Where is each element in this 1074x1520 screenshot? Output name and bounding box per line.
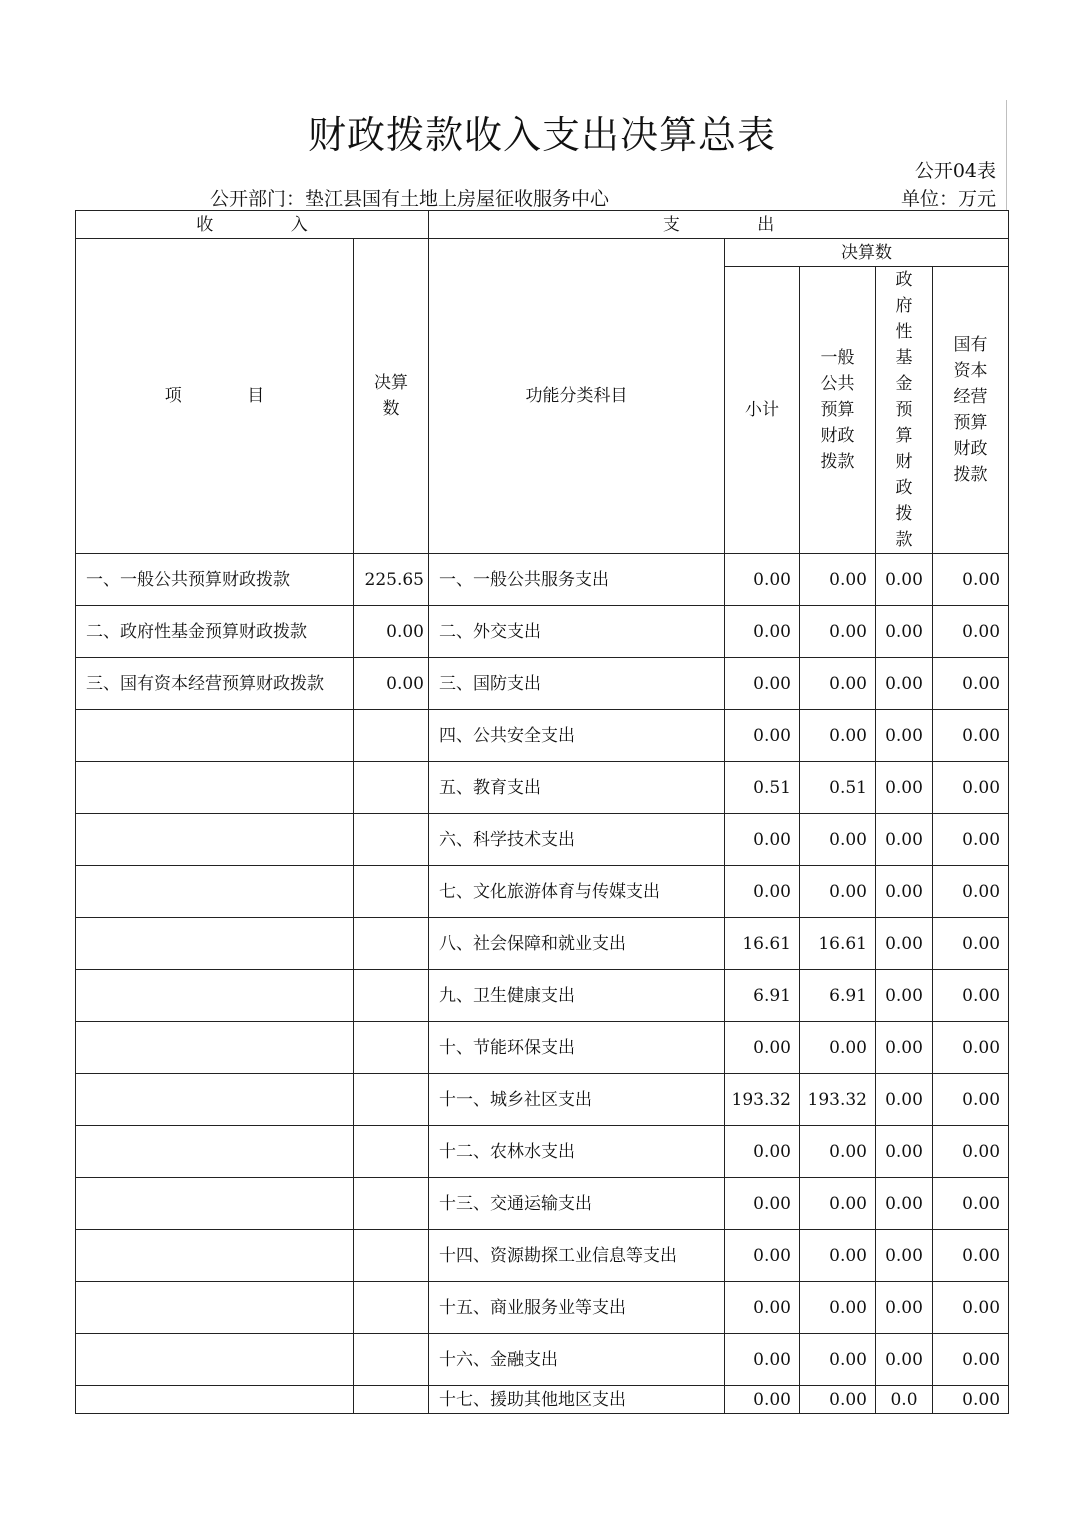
state-capital-cell: 0.00 [933, 814, 1009, 866]
general-budget-cell: 0.00 [800, 1178, 876, 1230]
subtotal-cell: 0.00 [725, 710, 800, 762]
function-class-header: 功能分类科目 [429, 239, 725, 554]
subtotal-cell: 0.00 [725, 1230, 800, 1282]
state-capital-cell: 0.00 [933, 1022, 1009, 1074]
table-row [76, 1386, 1009, 1414]
general-budget-cell: 0.00 [800, 658, 876, 710]
subtotal-cell: 16.61 [725, 918, 800, 970]
expense-item-cell: 十一、城乡社区支出 [429, 1074, 725, 1126]
table-row [76, 970, 1009, 1022]
subtotal-cell: 0.00 [725, 1126, 800, 1178]
income-item-cell [76, 814, 354, 866]
subtotal-cell: 0.00 [725, 1386, 800, 1414]
income-amount-cell [354, 1074, 429, 1126]
gov-fund-cell: 0.00 [876, 554, 933, 606]
general-budget-cell: 6.91 [800, 970, 876, 1022]
final-amount-header: 决算数 [725, 239, 1009, 267]
state-capital-cell: 0.00 [933, 1074, 1009, 1126]
expense-item-cell: 十三、交通运输支出 [429, 1178, 725, 1230]
table-row [76, 710, 1009, 762]
expense-item-cell: 九、卫生健康支出 [429, 970, 725, 1022]
subtotal-header: 小计 [725, 267, 800, 554]
state-capital-cell: 0.00 [933, 1386, 1009, 1414]
income-item-cell: 一、一般公共预算财政拨款 [76, 554, 354, 606]
state-capital-cell: 0.00 [933, 554, 1009, 606]
expense-item-cell: 五、教育支出 [429, 762, 725, 814]
expense-section-header: 支 出 [429, 211, 1009, 239]
income-item-cell [76, 1334, 354, 1386]
table-row [76, 866, 1009, 918]
general-budget-cell: 0.00 [800, 814, 876, 866]
income-item-cell [76, 1230, 354, 1282]
general-budget-cell: 0.00 [800, 866, 876, 918]
income-amount-cell: 0.00 [354, 606, 429, 658]
income-item-cell [76, 1282, 354, 1334]
state-capital-cell: 0.00 [933, 606, 1009, 658]
expense-item-cell: 三、国防支出 [429, 658, 725, 710]
table-row [76, 606, 1009, 658]
gov-fund-cell: 0.00 [876, 658, 933, 710]
subtotal-cell: 0.00 [725, 554, 800, 606]
expense-item-cell: 十四、资源勘探工业信息等支出 [429, 1230, 725, 1282]
state-capital-cell: 0.00 [933, 970, 1009, 1022]
gov-fund-cell: 0.00 [876, 1230, 933, 1282]
gov-fund-cell: 0.00 [876, 1178, 933, 1230]
state-capital-cell: 0.00 [933, 1126, 1009, 1178]
subtotal-cell: 0.00 [725, 606, 800, 658]
table-row [76, 762, 1009, 814]
income-amount-cell [354, 1334, 429, 1386]
income-item-cell [76, 918, 354, 970]
general-budget-cell: 0.00 [800, 554, 876, 606]
income-item-cell [76, 970, 354, 1022]
expense-item-cell: 六、科学技术支出 [429, 814, 725, 866]
general-budget-cell: 16.61 [800, 918, 876, 970]
gov-fund-cell: 0.00 [876, 918, 933, 970]
income-amount-cell: 225.65 [354, 554, 429, 606]
gov-fund-cell: 0.00 [876, 606, 933, 658]
income-section-header: 收 入 [76, 211, 429, 239]
unit-label: 单位：万元 [900, 188, 996, 210]
general-budget-cell: 0.00 [800, 1386, 876, 1414]
item-header: 项 目 [76, 239, 354, 554]
state-capital-header: 国有资本经营预算财政拨款 [933, 267, 1009, 554]
expense-item-cell: 八、社会保障和就业支出 [429, 918, 725, 970]
gov-fund-cell: 0.00 [876, 866, 933, 918]
gov-fund-cell: 0.00 [876, 1126, 933, 1178]
subtotal-cell: 0.00 [725, 1178, 800, 1230]
amount-header: 决算数 [354, 239, 429, 554]
state-capital-cell: 0.00 [933, 918, 1009, 970]
income-amount-cell [354, 970, 429, 1022]
income-amount-cell [354, 814, 429, 866]
table-row [76, 1178, 1009, 1230]
general-budget-cell: 0.00 [800, 1230, 876, 1282]
income-amount-cell [354, 1282, 429, 1334]
subtotal-cell: 6.91 [725, 970, 800, 1022]
income-amount-cell [354, 866, 429, 918]
general-budget-cell: 0.00 [800, 1126, 876, 1178]
income-amount-cell [354, 1126, 429, 1178]
general-budget-cell: 0.51 [800, 762, 876, 814]
gov-fund-cell: 0.00 [876, 1334, 933, 1386]
table-id: 公开04表 [914, 160, 996, 182]
income-amount-cell [354, 1386, 429, 1414]
gov-fund-cell: 0.00 [876, 710, 933, 762]
expense-item-cell: 一、一般公共服务支出 [429, 554, 725, 606]
department-label: 公开部门：垫江县国有土地上房屋征收服务中心 [210, 188, 610, 210]
subtotal-cell: 0.00 [725, 1282, 800, 1334]
general-budget-cell: 0.00 [800, 606, 876, 658]
income-item-cell [76, 1022, 354, 1074]
income-item-cell [76, 1074, 354, 1126]
gov-fund-cell: 0.00 [876, 814, 933, 866]
income-amount-cell [354, 762, 429, 814]
gov-fund-cell: 0.0 [876, 1386, 933, 1414]
income-item-cell [76, 762, 354, 814]
table-row [76, 1230, 1009, 1282]
income-item-cell [76, 1126, 354, 1178]
table-row [76, 1074, 1009, 1126]
gov-fund-cell: 0.00 [876, 1282, 933, 1334]
general-budget-cell: 0.00 [800, 1022, 876, 1074]
table-row [76, 814, 1009, 866]
gov-fund-cell: 0.00 [876, 970, 933, 1022]
gov-fund-cell: 0.00 [876, 1022, 933, 1074]
income-item-cell: 三、国有资本经营预算财政拨款 [76, 658, 354, 710]
expense-item-cell: 十二、农林水支出 [429, 1126, 725, 1178]
table-row [76, 1334, 1009, 1386]
state-capital-cell: 0.00 [933, 1334, 1009, 1386]
table-row [76, 554, 1009, 606]
subtotal-cell: 0.51 [725, 762, 800, 814]
table-row [76, 1022, 1009, 1074]
income-item-cell [76, 1178, 354, 1230]
income-item-cell [76, 866, 354, 918]
subtotal-cell: 0.00 [725, 866, 800, 918]
income-amount-cell [354, 918, 429, 970]
general-budget-header: 一般公共预算财政拨款 [800, 267, 876, 554]
expense-item-cell: 十六、金融支出 [429, 1334, 725, 1386]
income-item-cell: 二、政府性基金预算财政拨款 [76, 606, 354, 658]
state-capital-cell: 0.00 [933, 1282, 1009, 1334]
subtotal-cell: 0.00 [725, 814, 800, 866]
table-row [76, 1126, 1009, 1178]
income-item-cell [76, 710, 354, 762]
table-row [76, 658, 1009, 710]
subtotal-cell: 0.00 [725, 1022, 800, 1074]
general-budget-cell: 0.00 [800, 710, 876, 762]
income-amount-cell [354, 1022, 429, 1074]
general-budget-cell: 193.32 [800, 1074, 876, 1126]
gov-fund-cell: 0.00 [876, 762, 933, 814]
report-table [75, 210, 1008, 1417]
income-amount-cell: 0.00 [354, 658, 429, 710]
general-budget-cell: 0.00 [800, 1334, 876, 1386]
subtotal-cell: 0.00 [725, 658, 800, 710]
income-amount-cell [354, 1178, 429, 1230]
income-amount-cell [354, 710, 429, 762]
gov-fund-cell: 0.00 [876, 1074, 933, 1126]
page-title: 财政拨款收入支出决算总表 [307, 113, 776, 157]
subtotal-cell: 0.00 [725, 1334, 800, 1386]
general-budget-cell: 0.00 [800, 1282, 876, 1334]
state-capital-cell: 0.00 [933, 1230, 1009, 1282]
expense-item-cell: 十五、商业服务业等支出 [429, 1282, 725, 1334]
table-row [76, 1282, 1009, 1334]
state-capital-cell: 0.00 [933, 658, 1009, 710]
table-row [76, 918, 1009, 970]
expense-item-cell: 四、公共安全支出 [429, 710, 725, 762]
expense-item-cell: 十七、援助其他地区支出 [429, 1386, 725, 1414]
gov-fund-header: 政府性基金预算财政拨款 [876, 267, 933, 554]
state-capital-cell: 0.00 [933, 710, 1009, 762]
state-capital-cell: 0.00 [933, 1178, 1009, 1230]
expense-item-cell: 十、节能环保支出 [429, 1022, 725, 1074]
income-amount-cell [354, 1230, 429, 1282]
income-item-cell [76, 1386, 354, 1414]
state-capital-cell: 0.00 [933, 866, 1009, 918]
expense-item-cell: 二、外交支出 [429, 606, 725, 658]
expense-item-cell: 七、文化旅游体育与传媒支出 [429, 866, 725, 918]
subtotal-cell: 193.32 [725, 1074, 800, 1126]
state-capital-cell: 0.00 [933, 762, 1009, 814]
